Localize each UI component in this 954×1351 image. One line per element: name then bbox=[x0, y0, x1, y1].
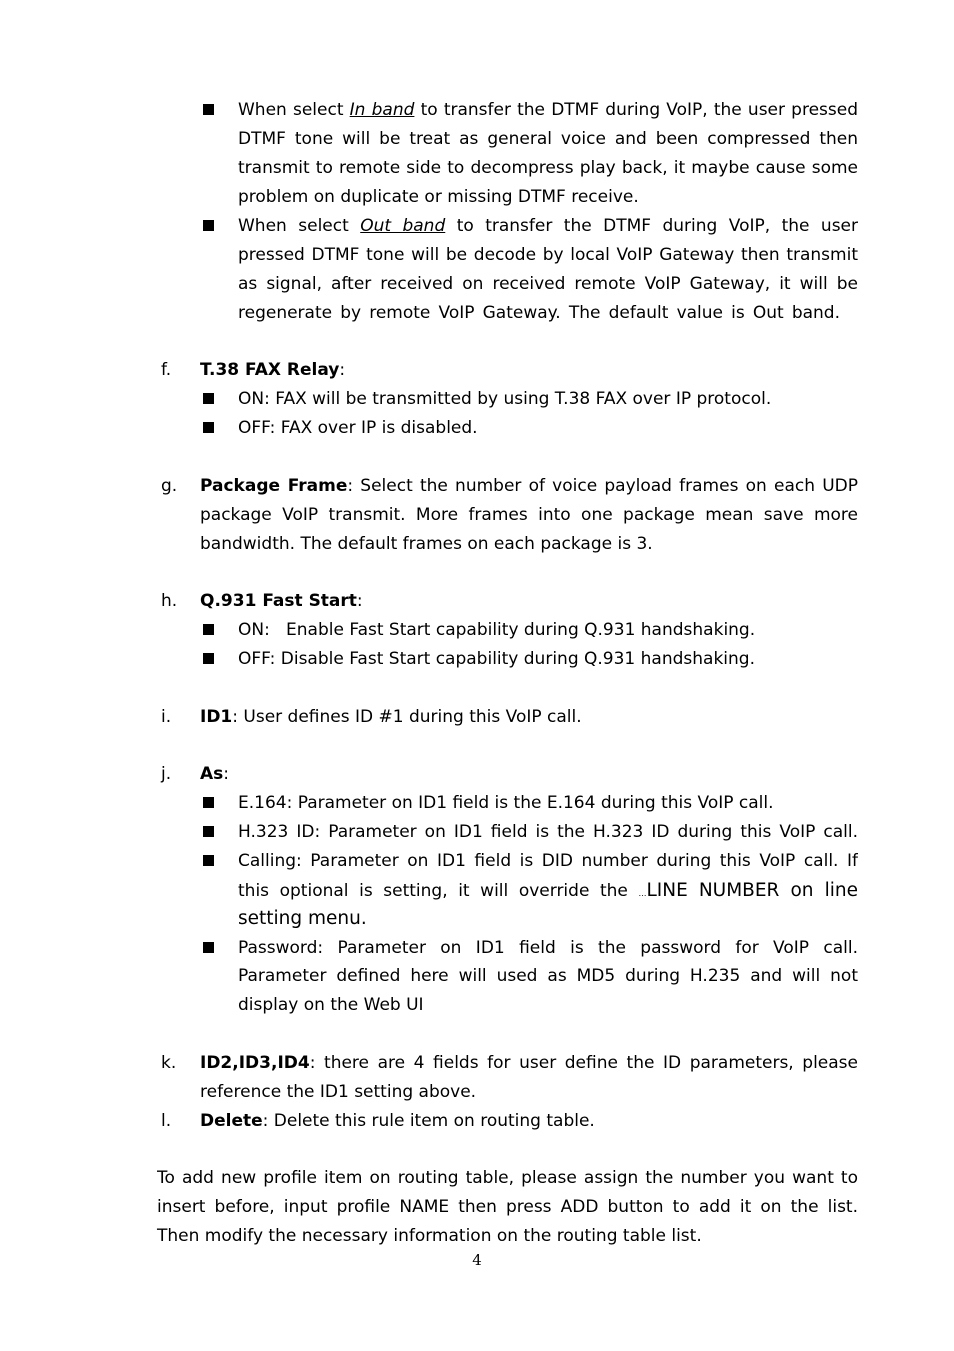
closing-line-3: Then modify the necessary information on the routing table list. bbox=[157, 1226, 702, 1246]
bullet-icon bbox=[203, 797, 214, 808]
out-band-line-1: When select Out band to transfer the DTMF during VoIP, the user bbox=[238, 216, 858, 236]
item-marker-l: l. bbox=[161, 1111, 172, 1131]
item-f-bullet-off: OFF: FAX over IP is disabled. bbox=[238, 418, 478, 438]
item-h-bullet-off: OFF: Disable Fast Start capability during Q.931 handshaking. bbox=[238, 649, 755, 669]
out-band-line-3: as signal, after received on received remote VoIP Gateway, it will be bbox=[238, 274, 858, 294]
item-marker-k: k. bbox=[161, 1053, 177, 1073]
item-h-bullet-on: ON: Enable Fast Start capability during Q.931 handshaking. bbox=[238, 620, 756, 640]
item-g-term: Package Frame bbox=[200, 476, 348, 496]
page-number: 4 bbox=[472, 1251, 482, 1269]
item-j-bullet-e164: E.164: Parameter on ID1 field is the E.164 during this VoIP call. bbox=[238, 793, 774, 813]
item-g-line-3: bandwidth. The default frames on each package is 3. bbox=[200, 534, 653, 554]
item-j-password-line-1: Password: Parameter on ID1 field is the password for VoIP call. bbox=[238, 938, 858, 958]
bullet-icon bbox=[203, 826, 214, 837]
item-k-term: ID2,ID3,ID4 bbox=[200, 1053, 310, 1073]
closing-line-1: To add new profile item on routing table, please assign the number you want to bbox=[157, 1168, 858, 1188]
in-band-line-2: DTMF tone will be treat as general voice and been compressed then bbox=[238, 129, 858, 149]
out-band-term: Out band bbox=[360, 216, 446, 236]
item-j-term: As bbox=[200, 764, 224, 784]
item-g-line-2: package VoIP transmit. More frames into one package mean save more bbox=[200, 505, 858, 525]
bullet-icon bbox=[203, 653, 214, 664]
item-k-line-1: ID2,ID3,ID4: there are 4 fields for user define the ID parameters, please bbox=[200, 1053, 858, 1073]
item-f-bullet-on: ON: FAX will be transmitted by using T.38 FAX over IP protocol. bbox=[238, 389, 772, 409]
item-f-heading: T.38 FAX Relay: bbox=[200, 360, 346, 380]
in-band-term: In band bbox=[349, 100, 415, 120]
item-j-heading: As: bbox=[200, 764, 230, 784]
item-marker-j: j. bbox=[161, 764, 172, 784]
bullet-icon bbox=[203, 855, 214, 866]
item-j-calling-line-2: this optional is setting, it will override the …LINE NUMBER on line bbox=[238, 880, 858, 901]
item-marker-g: g. bbox=[161, 476, 178, 496]
bullet-icon bbox=[203, 422, 214, 433]
bullet-icon bbox=[203, 624, 214, 635]
item-h-term: Q.931 Fast Start bbox=[200, 591, 357, 611]
bullet-icon bbox=[203, 220, 214, 231]
item-i-term: ID1 bbox=[200, 707, 233, 727]
item-j-calling-line-1: Calling: Parameter on ID1 field is DID number during this VoIP call. If bbox=[238, 851, 858, 871]
in-band-line-4: problem on duplicate or missing DTMF receive. bbox=[238, 187, 639, 207]
item-g-line-1: Package Frame: Select the number of voice payload frames on each UDP bbox=[200, 476, 858, 496]
in-band-line-3: transmit to remote side to decompress play back, it maybe cause some bbox=[238, 158, 858, 178]
item-l-term: Delete bbox=[200, 1111, 263, 1131]
item-k-line-2: reference the ID1 setting above. bbox=[200, 1082, 477, 1102]
item-j-calling-line-3: setting menu. bbox=[238, 908, 367, 929]
closing-line-2: insert before, input profile NAME then press ADD button to add it on the list. bbox=[157, 1197, 858, 1217]
item-marker-i: i. bbox=[161, 707, 172, 727]
item-marker-h: h. bbox=[161, 591, 178, 611]
out-band-line-2: pressed DTMF tone will be decode by local VoIP Gateway then transmit bbox=[238, 245, 858, 265]
out-band-line-4: regenerate by remote VoIP Gateway. The default value is Out band. bbox=[238, 303, 840, 323]
bullet-icon bbox=[203, 104, 214, 115]
item-j-password-line-2: Parameter defined here will used as MD5 during H.235 and will not bbox=[238, 966, 858, 986]
item-i-text: ID1: User defines ID #1 during this VoIP call. bbox=[200, 707, 582, 727]
bullet-icon bbox=[203, 393, 214, 404]
item-h-heading: Q.931 Fast Start: bbox=[200, 591, 363, 611]
item-f-term: T.38 FAX Relay bbox=[200, 360, 340, 380]
in-band-line-1: When select In band to transfer the DTMF during VoIP, the user pressed bbox=[238, 100, 858, 120]
item-j-password-line-3: display on the Web UI bbox=[238, 995, 424, 1015]
bullet-icon bbox=[203, 942, 214, 953]
item-j-bullet-h323: H.323 ID: Parameter on ID1 field is the H.323 ID during this VoIP call. bbox=[238, 822, 858, 842]
item-l-text: Delete: Delete this rule item on routing table. bbox=[200, 1111, 595, 1131]
item-marker-f: f. bbox=[161, 360, 172, 380]
